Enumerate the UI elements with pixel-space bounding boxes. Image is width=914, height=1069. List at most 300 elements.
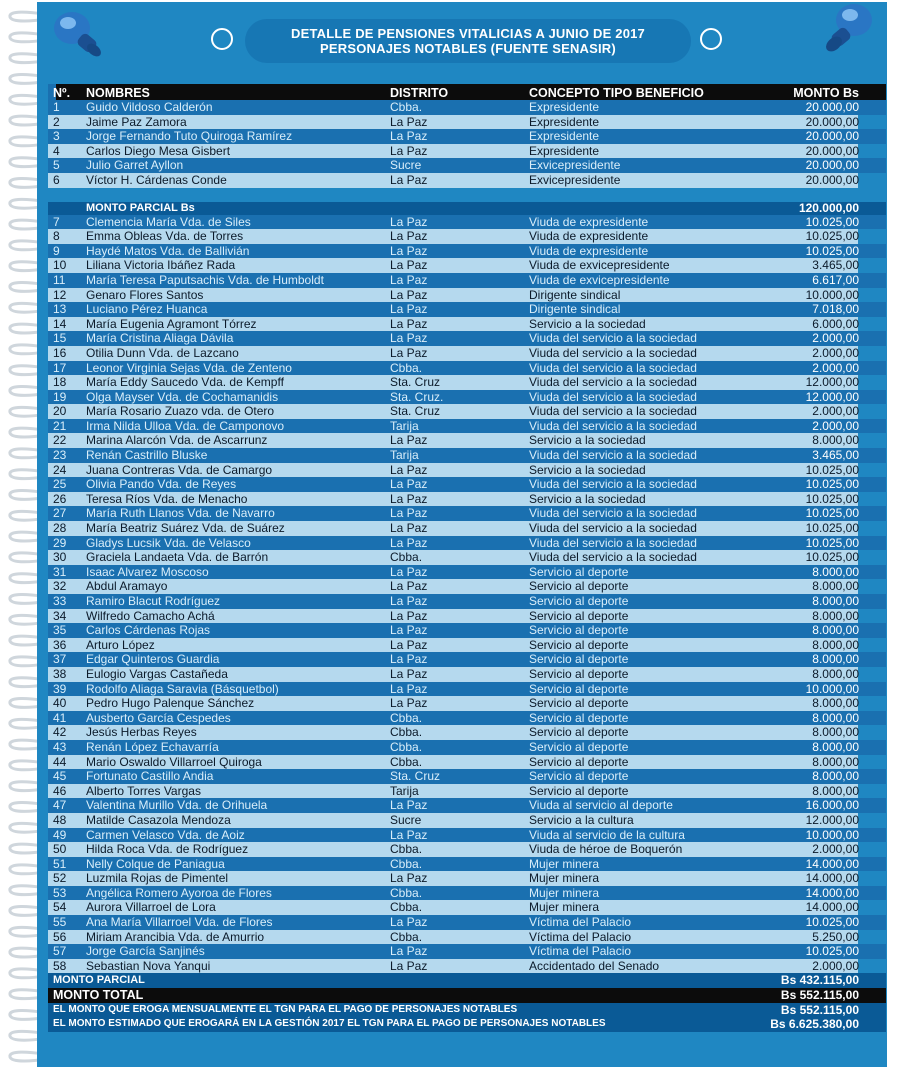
row-amount: 10.025,00 [805,521,859,536]
row-name: María Ruth Llanos Vda. de Navarro [86,506,275,521]
row-district: La Paz [390,114,428,129]
row-name: Wilfredo Camacho Achá [86,608,215,623]
row-name: Isaac Alvarez Moscoso [86,564,209,579]
row-number: 20 [53,404,67,419]
row-amount: 10.000,00 [805,681,859,696]
table-row [48,433,886,448]
row-concept: Viuda del servicio a la sociedad [529,404,697,419]
row-name: María Cristina Aliaga Dávila [86,331,234,346]
table-row [48,623,886,638]
row-concept: Viuda del servicio a la sociedad [529,331,697,346]
table-row [48,158,886,173]
row-name: Ramiro Blacut Rodríguez [86,594,221,608]
table-row [48,667,886,682]
row-amount: 20.000,00 [805,143,859,158]
row-amount: 8.000,00 [812,696,859,711]
row-number: 30 [53,550,67,565]
row-number: 33 [53,594,67,608]
table-row [48,129,886,144]
row-concept: Viuda del servicio a la sociedad [529,389,697,404]
title-line-2: PERSONAJES NOTABLES (FUENTE SENASIR) [320,41,616,56]
row-district: La Paz [390,462,428,477]
row-number: 15 [53,331,67,346]
row-district: Cbba. [390,739,423,754]
row-name: Luzmila Rojas de Pimentel [86,871,229,886]
row-district: La Paz [390,652,428,667]
row-district: Cbba. [390,710,423,725]
push-pin-icon [818,0,888,60]
partial-label: MONTO PARCIAL Bs [86,201,195,214]
row-concept: Expresidente [529,143,600,158]
row-district: La Paz [390,958,428,973]
row-district: La Paz [390,272,428,287]
table-row [48,506,886,521]
row-number: 34 [53,608,67,623]
row-district: Cbba. [390,754,423,769]
row-district: La Paz [390,594,428,608]
row-name: Arturo López [86,637,155,652]
row-number: 54 [53,900,67,915]
row-number: 43 [53,739,67,754]
table-row [48,579,886,594]
row-amount: 2.000,00 [812,360,859,375]
row-name: Haydé Matos Vda. de Ballivián [86,243,250,258]
row-concept: Viuda de expresidente [529,214,649,229]
table-row [48,115,886,130]
ring-icon [211,28,233,50]
row-concept: Servicio al deporte [529,754,629,769]
row-number: 21 [53,418,67,433]
table-row [48,536,886,551]
header-district: DISTRITO [390,86,449,100]
row-concept: Mujer minera [529,885,600,900]
table-row [48,842,886,857]
row-concept: Viuda del servicio a la sociedad [529,360,697,375]
row-name: Juana Contreras Vda. de Camargo [86,462,273,477]
row-name: Jorge García Sanjinés [86,944,205,959]
row-district: La Paz [390,143,428,158]
row-number: 27 [53,506,67,521]
row-district: Sta. Cruz. [390,389,444,404]
table-row [48,404,886,419]
table-row [48,696,886,711]
row-amount: 10.025,00 [805,229,859,244]
row-district: La Paz [390,871,428,886]
row-district: La Paz [390,506,428,521]
row-concept: Mujer minera [529,900,600,915]
row-name: Liliana Victoria Ibáñez Rada [86,258,236,273]
row-amount: 2.000,00 [812,345,859,360]
row-amount: 10.025,00 [805,477,859,492]
row-name: Jorge Fernando Tuto Quiroga Ramírez [86,129,293,144]
table-row [48,944,886,959]
row-concept: Servicio al deporte [529,637,629,652]
row-number: 22 [53,433,67,448]
row-amount: 2.000,00 [812,404,859,419]
row-amount: 3.465,00 [812,258,859,273]
row-concept: Viuda del servicio a la sociedad [529,418,697,433]
row-number: 52 [53,871,67,886]
row-concept: Servicio al deporte [529,725,629,740]
row-concept: Viuda de exvicepresidente [529,258,670,273]
ring-icon [700,28,722,50]
row-name: Carmen Velasco Vda. de Aoiz [86,827,245,842]
row-concept: Viuda del servicio a la sociedad [529,506,697,521]
row-district: La Paz [390,287,428,302]
table-row [48,769,886,784]
row-district: La Paz [390,258,428,273]
row-number: 9 [53,243,60,258]
row-concept: Víctima del Palacio [529,915,632,930]
row-concept: Expresidente [529,100,600,114]
row-district: La Paz [390,129,428,144]
row-name: Carlos Diego Mesa Gisbert [86,143,231,158]
row-number: 7 [53,214,60,229]
row-concept: Servicio al deporte [529,739,629,754]
row-amount: 8.000,00 [812,652,859,667]
row-amount: 20.000,00 [805,172,859,187]
row-name: Teresa Ríos Vda. de Menacho [86,491,248,506]
row-amount: 20.000,00 [805,158,859,173]
row-district: Cbba. [390,842,423,857]
row-district: La Paz [390,666,428,681]
row-concept: Viuda del servicio a la sociedad [529,550,697,565]
row-district: La Paz [390,243,428,258]
row-name: Valentina Murillo Vda. de Orihuela [86,798,268,813]
table-row [48,900,886,915]
row-amount: 8.000,00 [812,623,859,638]
row-name: María Beatriz Suárez Vda. de Suárez [86,521,285,536]
row-number: 32 [53,579,67,594]
row-name: Jesús Herbas Reyes [86,725,197,740]
row-number: 38 [53,666,67,681]
row-name: Julio Garret Ayllon [86,158,184,173]
table-row [48,173,886,188]
row-number: 16 [53,345,67,360]
row-district: La Paz [390,433,428,448]
table-row [48,930,886,945]
row-concept: Servicio a la cultura [529,812,634,827]
row-amount: 10.025,00 [805,243,859,258]
table-row [48,594,886,609]
table-row [48,915,886,930]
table-row [48,798,886,813]
row-concept: Servicio a la sociedad [529,316,646,331]
row-name: Emma Obleas Vda. de Torres [86,229,244,244]
row-concept: Dirigente sindical [529,287,621,302]
table-row [48,609,886,624]
row-concept: Expresidente [529,129,600,144]
row-number: 47 [53,798,67,813]
row-number: 18 [53,375,67,390]
row-amount: 8.000,00 [812,725,859,740]
row-amount: 10.025,00 [805,214,859,229]
row-amount: 7.018,00 [812,302,859,317]
row-name: Angélica Romero Ayoroa de Flores [86,885,272,900]
row-concept: Servicio al deporte [529,623,629,638]
row-concept: Servicio a la sociedad [529,491,646,506]
row-name: María Eddy Saucedo Vda. de Kempff [86,375,284,390]
table-row [48,144,886,159]
row-name: Sebastian Nova Yanqui [86,958,211,973]
row-amount: 8.000,00 [812,666,859,681]
footer-monthly-label: EL MONTO QUE EROGA MENSUALMENTE EL TGN PARA EL PAGO DE PERSONAJES NOTABLES [53,1003,518,1015]
row-name: Jaime Paz Zamora [86,114,187,129]
row-concept: Exvicepresidente [529,172,621,187]
row-name: Pedro Hugo Palenque Sánchez [86,696,255,711]
table-row [48,375,886,390]
footer-annual-row [48,1017,886,1032]
row-district: La Paz [390,316,428,331]
row-amount: 20.000,00 [805,129,859,144]
row-district: Cbba. [390,885,423,900]
row-amount: 10.000,00 [805,827,859,842]
row-name: María Rosario Zuazo vda. de Otero [86,404,275,419]
row-district: Sta. Cruz [390,404,441,419]
row-number: 1 [53,100,60,114]
table-row [48,215,886,230]
table-row [48,886,886,901]
row-name: Alberto Torres Vargas [86,783,201,798]
row-amount: 6.617,00 [812,272,859,287]
row-concept: Accidentado del Senado [529,958,660,973]
row-amount: 8.000,00 [812,710,859,725]
row-concept: Servicio al deporte [529,666,629,681]
row-name: Ausberto García Cespedes [86,710,231,725]
header-concept: CONCEPTO TIPO BENEFICIO [529,86,704,100]
row-district: Sta. Cruz [390,375,441,390]
row-concept: Servicio al deporte [529,579,629,594]
table-row [48,419,886,434]
row-name: Ana María Villarroel Vda. de Flores [86,915,273,930]
row-number: 13 [53,302,67,317]
row-district: Cbba. [390,725,423,740]
footer-total-amount: Bs 552.115,00 [780,988,859,1003]
row-district: Cbba. [390,900,423,915]
row-number: 28 [53,521,67,536]
row-concept: Mujer minera [529,856,600,871]
row-concept: Víctima del Palacio [529,929,632,944]
row-number: 39 [53,681,67,696]
row-concept: Servicio al deporte [529,608,629,623]
row-number: 42 [53,725,67,740]
row-number: 29 [53,535,67,550]
row-name: Edgar Quinteros Guardia [86,652,220,667]
table-row [48,390,886,405]
row-concept: Servicio al deporte [529,564,629,579]
row-amount: 10.000,00 [805,287,859,302]
row-number: 53 [53,885,67,900]
row-amount: 12.000,00 [805,375,859,390]
row-name: Olga Mayser Vda. de Cochamanidis [86,389,279,404]
row-district: Cbba. [390,360,423,375]
row-name: Leonor Virginia Sejas Vda. de Zenteno [86,360,292,375]
row-district: La Paz [390,229,428,244]
header-num: Nº. [53,86,71,100]
row-district: Sucre [390,158,422,173]
row-number: 14 [53,316,67,331]
row-name: Matilde Casazola Mendoza [86,812,231,827]
row-amount: 8.000,00 [812,433,859,448]
table-row [48,871,886,886]
row-concept: Dirigente sindical [529,302,621,317]
table-row [48,521,886,536]
partial-subtotal-row [48,202,886,215]
row-concept: Exvicepresidente [529,158,621,173]
row-name: Gladys Lucsik Vda. de Velasco [86,535,251,550]
row-name: Irma Nilda Ulloa Vda. de Camponovo [86,418,285,433]
row-concept: Servicio al deporte [529,710,629,725]
row-amount: 10.025,00 [805,491,859,506]
partial-amount: 120.000,00 [798,200,859,215]
table-row [48,565,886,580]
row-amount: 10.025,00 [805,535,859,550]
row-amount: 2.000,00 [812,842,859,857]
row-number: 57 [53,944,67,959]
row-concept: Viuda del servicio a la sociedad [529,521,697,536]
row-number: 48 [53,812,67,827]
row-concept: Viuda del servicio a la sociedad [529,535,697,550]
row-district: Cbba. [390,929,423,944]
row-concept: Viuda al servicio de la cultura [529,827,685,842]
footer-total-label: MONTO TOTAL [53,988,144,1003]
row-name: Otilia Dunn Vda. de Lazcano [86,345,239,360]
row-number: 44 [53,754,67,769]
table-row [48,740,886,755]
row-name: Graciela Landaeta Vda. de Barrón [86,550,269,565]
table-row [48,346,886,361]
footer-partial-label: MONTO PARCIAL [53,974,145,987]
table-row [48,302,886,317]
row-district: La Paz [390,579,428,594]
row-number: 4 [53,143,60,158]
row-district: La Paz [390,214,428,229]
row-number: 11 [53,272,66,287]
row-district: Cbba. [390,856,423,871]
row-concept: Viuda de expresidente [529,229,649,244]
row-amount: 8.000,00 [812,637,859,652]
row-name: Clemencia María Vda. de Siles [86,214,251,229]
table-row [48,857,886,872]
page-title [245,19,691,63]
row-amount: 12.000,00 [805,389,859,404]
row-number: 50 [53,842,67,857]
footer-monthly-row [48,1003,886,1018]
row-name: Genaro Flores Santos [86,287,204,302]
table-row [48,959,886,974]
row-amount: 2.000,00 [812,418,859,433]
row-amount: 20.000,00 [805,114,859,129]
row-district: La Paz [390,798,428,813]
row-amount: 10.025,00 [805,915,859,930]
table-row [48,828,886,843]
row-number: 19 [53,389,67,404]
row-concept: Servicio al deporte [529,681,629,696]
table-row [48,652,886,667]
group-ex-presidents [48,100,886,188]
row-district: Cbba. [390,100,423,114]
group-notables [48,215,886,974]
footer-total-row [48,988,886,1003]
row-amount: 10.025,00 [805,506,859,521]
row-district: La Paz [390,696,428,711]
separator [48,188,886,202]
row-name: Renán Castrillo Bluske [86,448,208,463]
table-row [48,244,886,259]
row-name: Eulogio Vargas Castañeda [86,666,228,681]
row-name: Hilda Roca Vda. de Rodríguez [86,842,249,857]
row-district: La Paz [390,915,428,930]
table-header [48,84,886,100]
row-number: 17 [53,360,67,375]
row-number: 12 [53,287,67,302]
row-number: 36 [53,637,67,652]
table-row [48,477,886,492]
table-row [48,448,886,463]
row-number: 41 [53,710,67,725]
row-number: 6 [53,172,60,187]
row-number: 37 [53,652,67,667]
row-amount: 16.000,00 [805,798,859,813]
table-row [48,755,886,770]
row-number: 25 [53,477,67,492]
row-number: 23 [53,448,67,463]
row-amount: 10.025,00 [805,944,859,959]
row-amount: 14.000,00 [805,871,859,886]
row-amount: 6.000,00 [812,316,859,331]
table-row [48,550,886,565]
row-district: La Paz [390,564,428,579]
row-name: María Eugenia Agramont Tórrez [86,316,257,331]
table-row [48,288,886,303]
row-district: La Paz [390,345,428,360]
table-row [48,682,886,697]
table-row [48,258,886,273]
row-district: La Paz [390,477,428,492]
title-line-1: DETALLE DE PENSIONES VITALICIAS A JUNIO DE 2017 [291,26,645,41]
row-amount: 20.000,00 [805,100,859,114]
row-number: 58 [53,958,67,973]
row-district: La Paz [390,302,428,317]
row-amount: 2.000,00 [812,331,859,346]
row-name: María Teresa Paputsachis Vda. de Humboldt [86,272,324,287]
table-row [48,725,886,740]
row-amount: 3.465,00 [812,448,859,463]
row-number: 55 [53,915,67,930]
row-number: 24 [53,462,67,477]
row-district: Tarija [390,448,419,463]
row-name: Carlos Cárdenas Rojas [86,623,211,638]
row-name: Mario Oswaldo Villarroel Quiroga [86,754,262,769]
row-concept: Servicio al deporte [529,783,629,798]
row-concept: Viuda del servicio a la sociedad [529,345,697,360]
row-name: Miriam Arancibia Vda. de Amurrio [86,929,265,944]
row-number: 35 [53,623,67,638]
row-number: 40 [53,696,67,711]
row-concept: Viuda del servicio a la sociedad [529,448,697,463]
footer-monthly-amount: Bs 552.115,00 [780,1002,859,1017]
row-number: 46 [53,783,67,798]
row-concept: Viuda de héroe de Boquerón [529,842,683,857]
row-concept: Viuda del servicio a la sociedad [529,477,697,492]
row-district: Sta. Cruz [390,769,441,784]
row-amount: 14.000,00 [805,856,859,871]
row-district: La Paz [390,608,428,623]
row-district: Tarija [390,783,419,798]
row-amount: 14.000,00 [805,900,859,915]
row-amount: 8.000,00 [812,579,859,594]
row-district: La Paz [390,681,428,696]
